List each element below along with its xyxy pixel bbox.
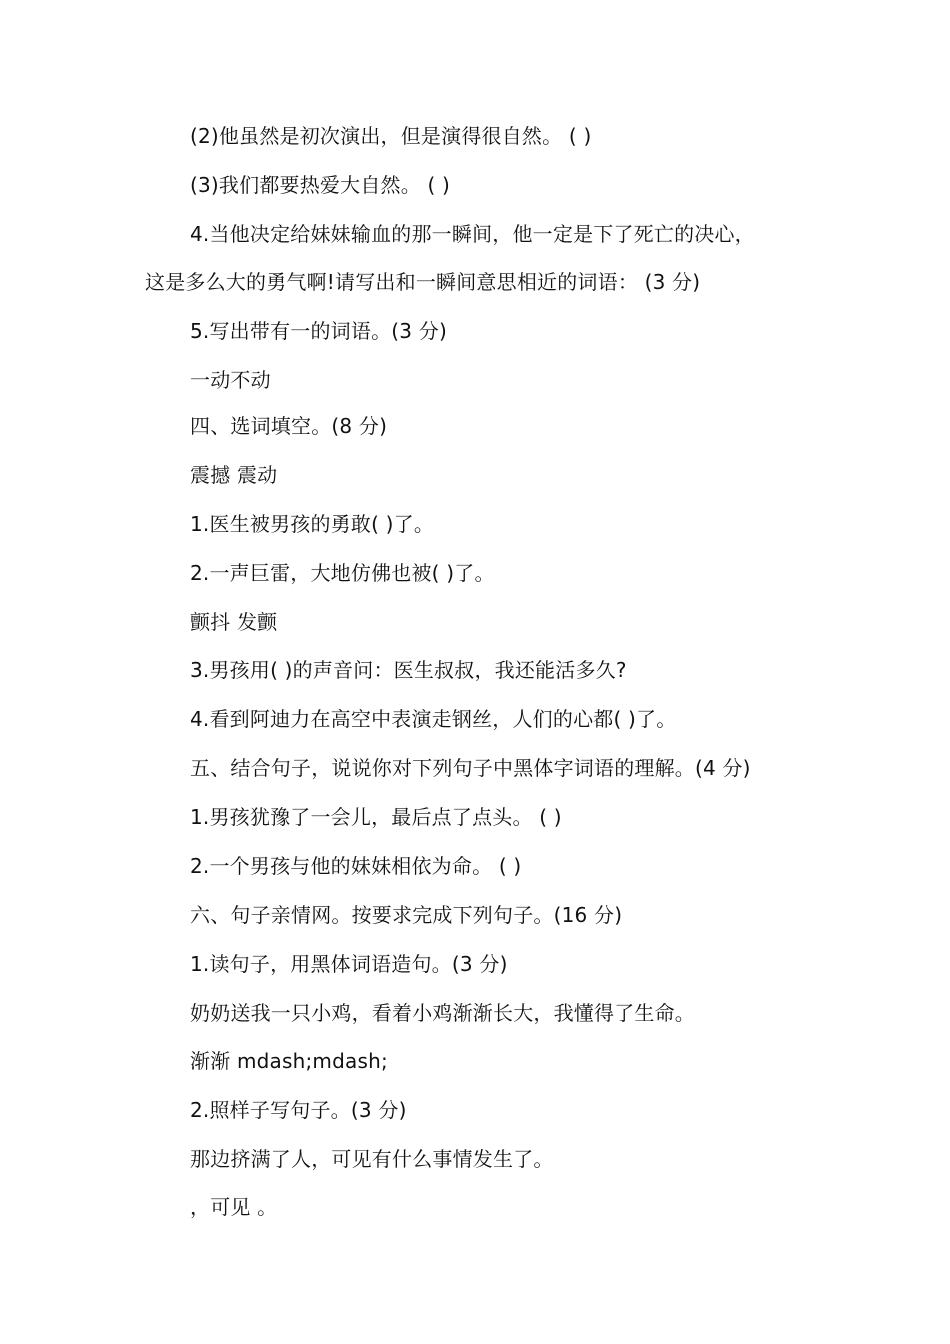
text-line: 4.看到阿迪力在高空中表演走钢丝，人们的心都( )了。 <box>190 707 677 731</box>
text-line: 2.照样子写句子。(3 分) <box>190 1098 407 1122</box>
text-line: 2.一声巨雷，大地仿佛也被( )了。 <box>190 561 495 585</box>
section-heading: 五、结合句子，说说你对下列句子中黑体字词语的理解。(4 分) <box>190 756 751 780</box>
text-line: 这是多么大的勇气啊!请写出和一瞬间意思相近的词语： (3 分) <box>145 270 701 294</box>
text-line: 一动不动 <box>190 368 271 392</box>
text-line: 5.写出带有一的词语。(3 分) <box>190 319 447 343</box>
word-choices: 震撼 震动 <box>190 463 278 487</box>
text-line: 1.医生被男孩的勇敢( )了。 <box>190 512 435 536</box>
text-line: (2)他虽然是初次演出，但是演得很自然。 ( ) <box>190 124 592 148</box>
text-line: 1.男孩犹豫了一会儿，最后点了点头。 ( ) <box>190 805 562 829</box>
text-line: 2.一个男孩与他的妹妹相依为命。 ( ) <box>190 854 522 878</box>
text-line: 渐渐 mdash;mdash; <box>190 1049 388 1073</box>
word-choices: 颤抖 发颤 <box>190 610 278 634</box>
text-line: 那边挤满了人，可见有什么事情发生了。 <box>190 1147 554 1171</box>
text-line: (3)我们都要热爱大自然。 ( ) <box>190 173 451 197</box>
text-line: ，可见 。 <box>190 1195 278 1219</box>
section-heading: 四、选词填空。(8 分) <box>190 414 388 438</box>
text-line: 奶奶送我一只小鸡，看着小鸡渐渐长大，我懂得了生命。 <box>190 1001 695 1025</box>
text-line: 1.读句子，用黑体词语造句。(3 分) <box>190 952 508 976</box>
section-heading: 六、句子亲情网。按要求完成下列句子。(16 分) <box>190 903 623 927</box>
text-line: 3.男孩用( )的声音问：医生叔叔，我还能活多久? <box>190 658 627 682</box>
text-line: 4.当他决定给妹妹输血的那一瞬间，他一定是下了死亡的决心， <box>190 222 755 246</box>
